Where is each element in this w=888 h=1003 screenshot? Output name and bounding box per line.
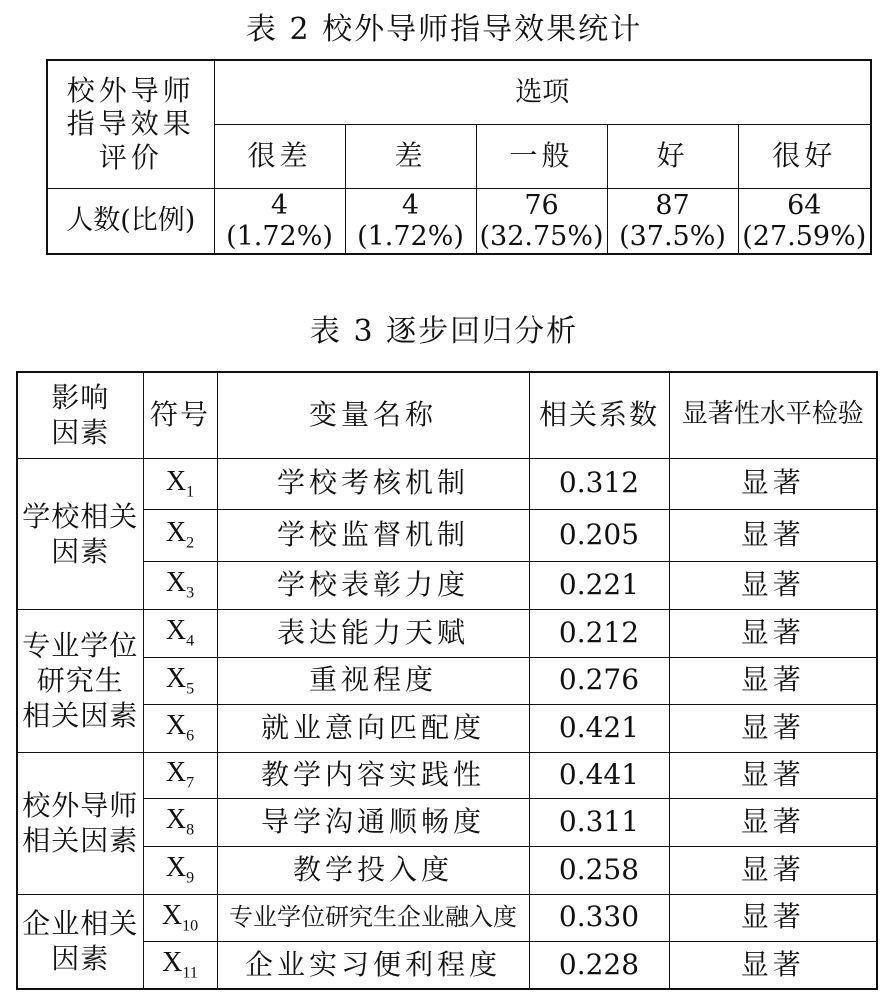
- table-row: [17, 509, 877, 561]
- symbol-cell: [143, 509, 217, 561]
- count-value: 4: [270, 189, 289, 221]
- count-value: 64: [787, 189, 822, 221]
- table-row: [17, 752, 877, 798]
- coef-cell: 0.221: [529, 561, 669, 609]
- coef-cell: 0.228: [529, 941, 669, 989]
- symbol-subscript: 11: [182, 964, 198, 982]
- factor-group-line: 相关因素: [22, 699, 139, 732]
- table2-count-cell: [607, 188, 738, 254]
- table2-count-cell: [214, 188, 345, 254]
- significance-cell: 显著: [669, 894, 877, 941]
- table2-count-cell: [476, 188, 607, 254]
- table-row: [17, 846, 877, 894]
- coef-cell: 0.311: [529, 798, 669, 846]
- coef-cell: 0.312: [529, 458, 669, 509]
- factor-group-line: 研究生: [36, 664, 124, 697]
- count-percent: (1.72%): [226, 220, 333, 252]
- symbol-letter: X: [165, 465, 187, 497]
- table3: [16, 371, 878, 990]
- header-factor-line: 因素: [51, 416, 110, 450]
- table-row: [17, 894, 877, 941]
- symbol-letter: X: [165, 804, 187, 835]
- symbol-subscript: 4: [186, 632, 195, 650]
- symbol-letter: X: [165, 757, 187, 788]
- factor-group-line: 相关因素: [22, 824, 139, 857]
- symbol-letter: X: [165, 517, 187, 548]
- header-factor-line: 影响: [51, 381, 110, 415]
- symbol-cell: [143, 609, 217, 657]
- table3-header-significance: 显著性水平检验: [669, 372, 877, 458]
- factor-group-cell: [17, 458, 143, 609]
- symbol-cell: [143, 846, 217, 894]
- table2-row-header: [47, 60, 214, 188]
- symbol-letter: X: [162, 946, 183, 978]
- table3-title: 表 3 逐步回归分析: [309, 314, 579, 349]
- significance-cell: 显著: [669, 657, 877, 704]
- table2-title: 表 2 校外导师指导效果统计: [245, 12, 643, 47]
- coef-cell: 0.276: [529, 657, 669, 704]
- symbol-cell: [143, 798, 217, 846]
- symbol-letter: X: [165, 567, 187, 598]
- count-percent: (27.59%): [742, 220, 867, 252]
- table2-row-header-line: 评价: [98, 141, 163, 175]
- variable-name-cell: 就业意向匹配度: [217, 704, 529, 752]
- variable-name-cell: 企业实习便利程度: [217, 941, 529, 989]
- significance-cell: 显著: [669, 752, 877, 798]
- factor-group-line: 因素: [51, 534, 110, 568]
- count-value: 4: [401, 189, 420, 221]
- factor-group-line: 专业学位: [22, 629, 139, 662]
- variable-name-cell: 教学内容实践性: [217, 752, 529, 798]
- symbol-letter: X: [165, 662, 187, 694]
- symbol-letter: X: [165, 852, 187, 883]
- symbol-subscript: 3: [186, 584, 195, 602]
- table2-options-header: 选项: [214, 60, 871, 124]
- coef-cell: 0.421: [529, 704, 669, 752]
- count-value: 87: [655, 189, 690, 221]
- symbol-cell: [143, 941, 217, 989]
- symbol-subscript: 1: [186, 483, 195, 501]
- table3-header-symbol: 符号: [143, 372, 217, 458]
- significance-cell: 显著: [669, 941, 877, 989]
- option-very-good: 很好: [738, 124, 871, 188]
- count-percent: (1.72%): [357, 220, 464, 252]
- variable-name-cell: 导学沟通顺畅度: [217, 798, 529, 846]
- significance-cell: 显著: [669, 509, 877, 561]
- factor-group-line: 企业相关: [22, 907, 139, 941]
- variable-name-cell: 专业学位研究生企业融入度: [217, 894, 529, 941]
- symbol-cell: [143, 561, 217, 609]
- symbol-letter: X: [165, 710, 187, 741]
- factor-group-cell: [17, 894, 143, 989]
- variable-name-cell: 学校表彰力度: [217, 561, 529, 609]
- table2-row-header-line: 指导效果: [66, 107, 195, 141]
- symbol-subscript: 2: [186, 534, 195, 552]
- symbol-subscript: 6: [186, 727, 195, 745]
- table-row: [17, 561, 877, 609]
- factor-group-cell: [17, 609, 143, 752]
- table-row: [17, 609, 877, 657]
- coef-cell: 0.258: [529, 846, 669, 894]
- symbol-letter: X: [165, 615, 187, 646]
- coef-cell: 0.205: [529, 509, 669, 561]
- coef-cell: 0.330: [529, 894, 669, 941]
- table2: [46, 59, 872, 255]
- table-row: [17, 704, 877, 752]
- symbol-cell: [143, 894, 217, 941]
- symbol-cell: [143, 657, 217, 704]
- symbol-subscript: 10: [182, 917, 199, 935]
- coef-cell: 0.441: [529, 752, 669, 798]
- significance-cell: 显著: [669, 458, 877, 509]
- option-good: 好: [607, 124, 738, 188]
- symbol-letter: X: [161, 899, 183, 931]
- table-row: [17, 798, 877, 846]
- table-row: [17, 458, 877, 509]
- symbol-subscript: 9: [186, 869, 195, 887]
- count-percent: (32.75%): [479, 220, 604, 252]
- count-percent: (37.5%): [619, 220, 726, 252]
- significance-cell: 显著: [669, 609, 877, 657]
- factor-group-line: 校外导师: [22, 789, 139, 822]
- table3-body: [17, 458, 877, 989]
- symbol-cell: [143, 752, 217, 798]
- significance-cell: 显著: [669, 561, 877, 609]
- table2-count-cell: [738, 188, 871, 254]
- variable-name-cell: 学校监督机制: [217, 509, 529, 561]
- symbol-subscript: 5: [186, 680, 195, 698]
- symbol-subscript: 8: [186, 821, 195, 839]
- factor-group-line: 因素: [51, 942, 110, 976]
- significance-cell: 显著: [669, 798, 877, 846]
- symbol-subscript: 7: [186, 774, 195, 792]
- factor-group-cell: [17, 752, 143, 894]
- count-value: 76: [524, 189, 559, 221]
- option-very-poor: 很差: [214, 124, 345, 188]
- table3-header-coef: 相关系数: [529, 372, 669, 458]
- coef-cell: 0.212: [529, 609, 669, 657]
- significance-cell: 显著: [669, 704, 877, 752]
- table2-count-cell: [345, 188, 476, 254]
- significance-cell: 显著: [669, 846, 877, 894]
- factor-group-line: 学校相关: [22, 499, 139, 533]
- symbol-cell: [143, 458, 217, 509]
- table3-header-variable: 变量名称: [217, 372, 529, 458]
- table-row: [17, 941, 877, 989]
- table2-count-label: 人数(比例): [47, 188, 214, 254]
- variable-name-cell: 重视程度: [217, 657, 529, 704]
- table3-header-factor: [17, 372, 143, 458]
- table2-row-header-line: 校外导师: [66, 73, 195, 107]
- option-poor: 差: [345, 124, 476, 188]
- symbol-cell: [143, 704, 217, 752]
- variable-name-cell: 学校考核机制: [217, 458, 529, 509]
- variable-name-cell: 教学投入度: [217, 846, 529, 894]
- variable-name-cell: 表达能力天赋: [217, 609, 529, 657]
- table-row: [17, 657, 877, 704]
- option-average: 一般: [476, 124, 607, 188]
